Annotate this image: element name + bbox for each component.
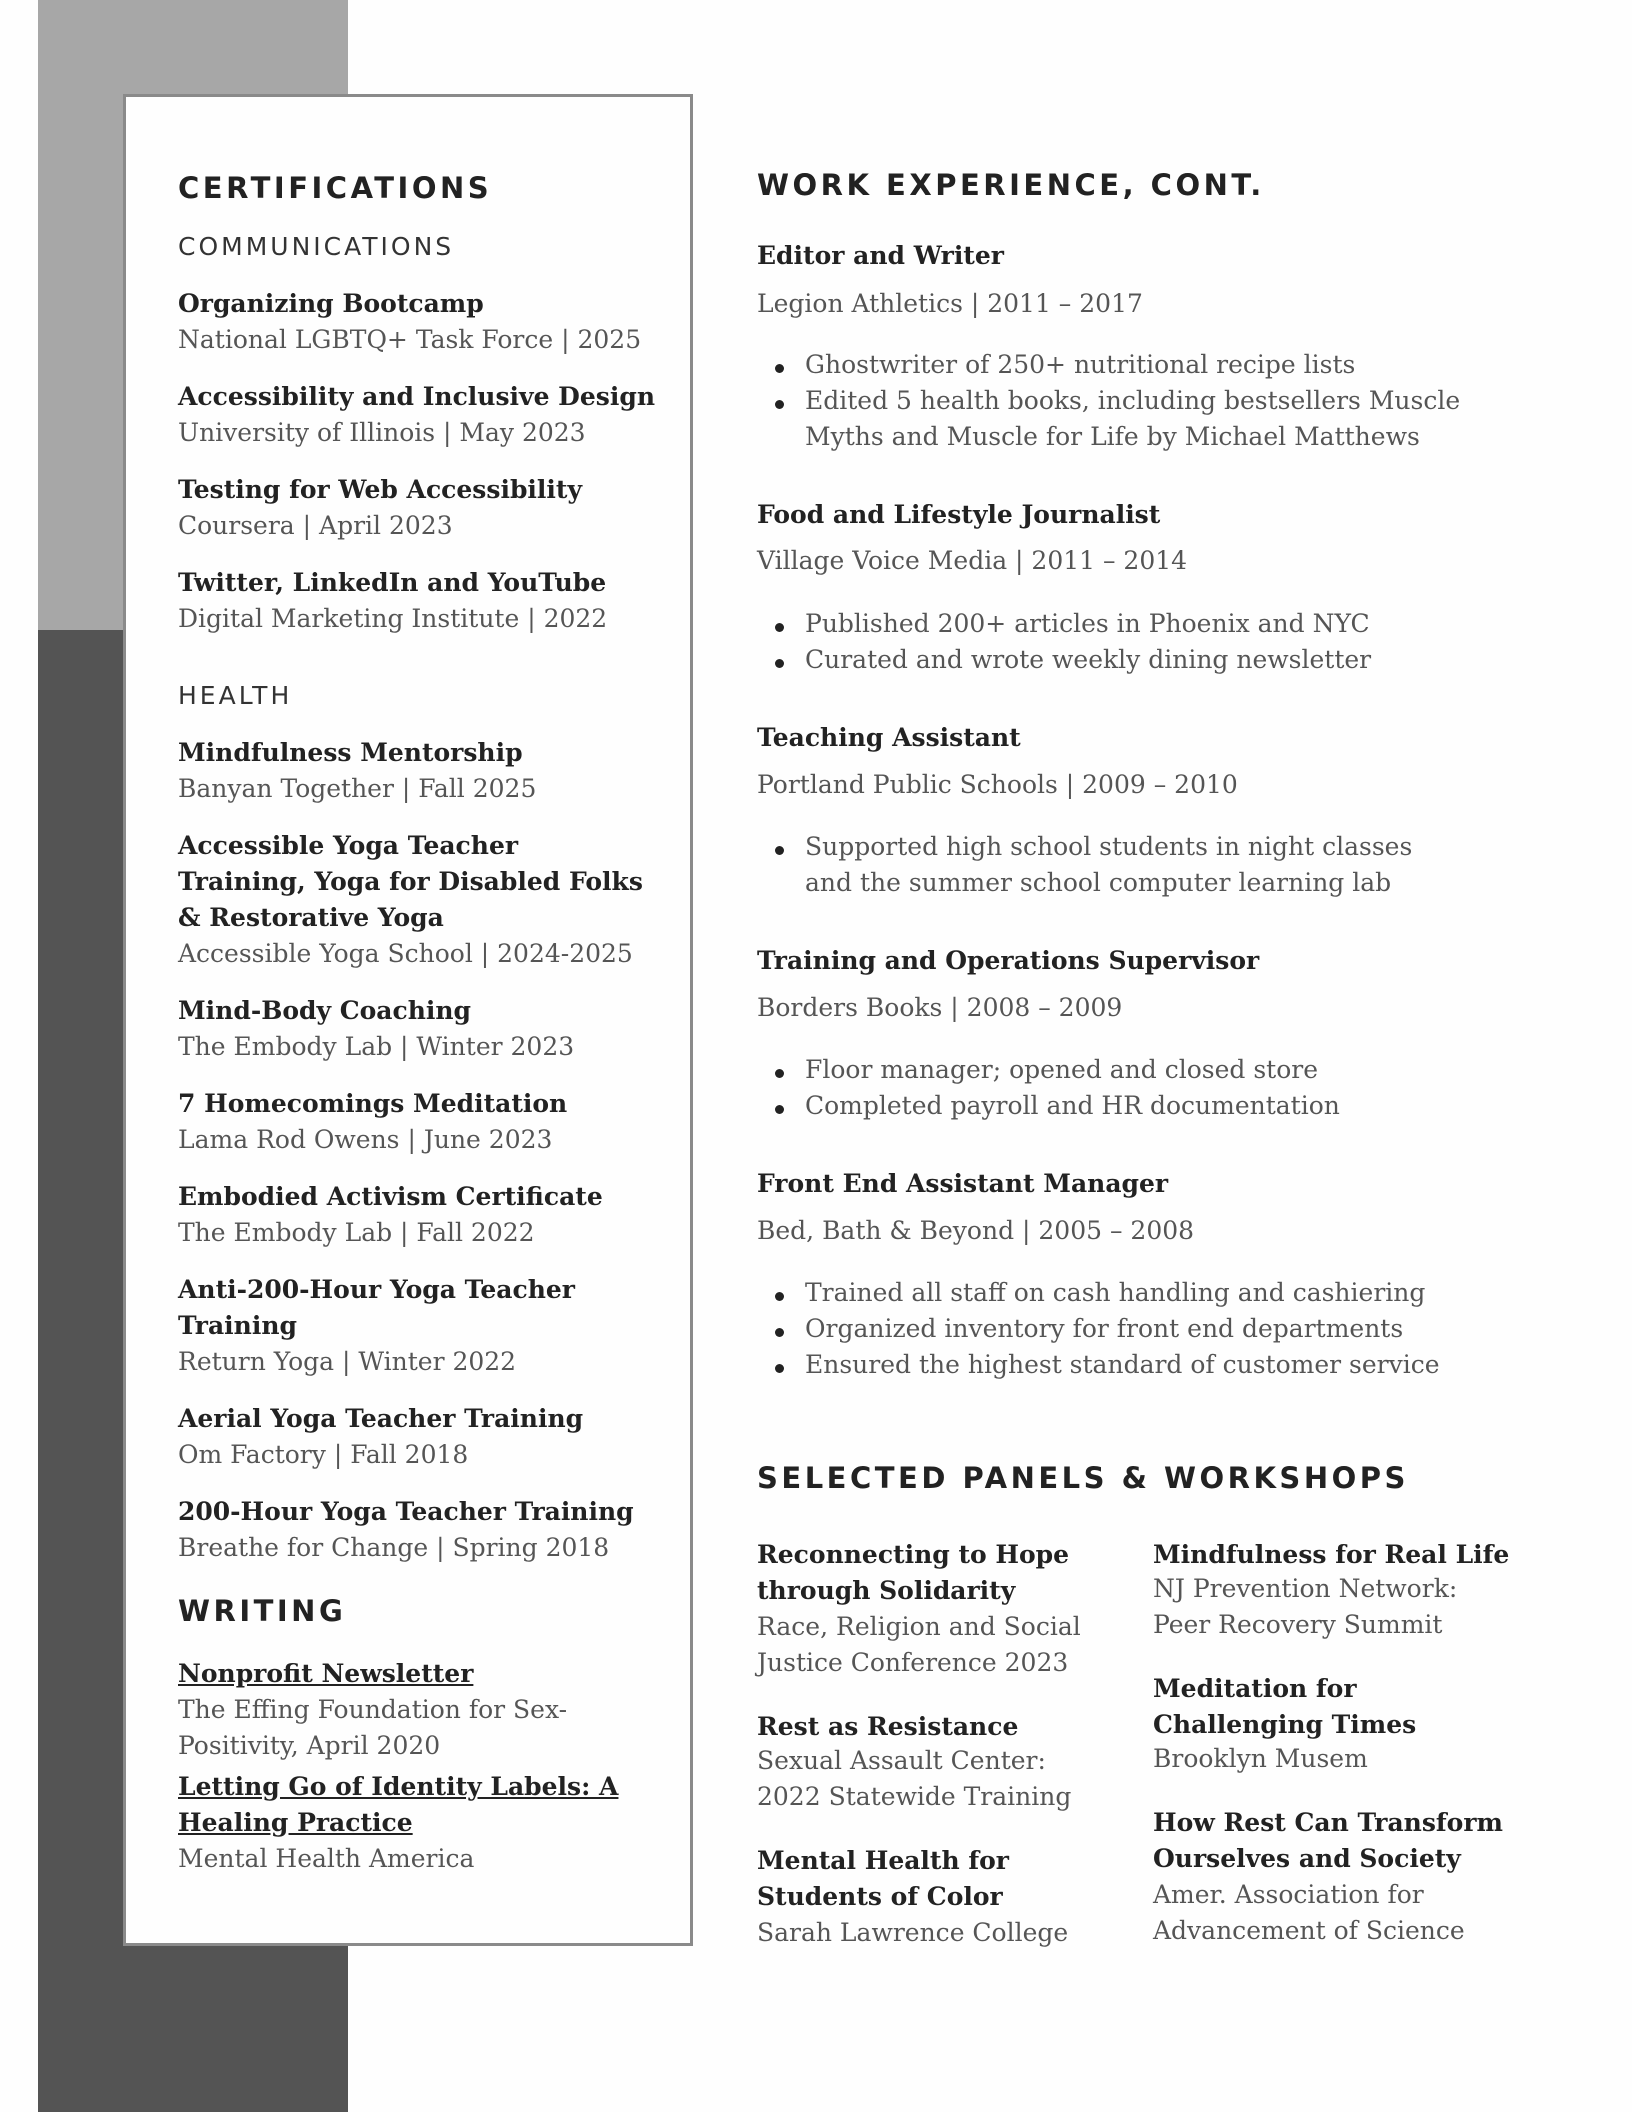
- panel-title: Mindfulness for Real Life: [1153, 1540, 1510, 1569]
- job-org: Bed, Bath & Beyond | 2005 – 2008: [757, 1216, 1195, 1245]
- cert-title: Organizing Bootcamp: [178, 289, 484, 318]
- panel-title: Students of Color: [757, 1882, 1003, 1911]
- panel-detail: Race, Religion and Social: [757, 1612, 1081, 1641]
- panel-detail: Sexual Assault Center:: [757, 1746, 1046, 1775]
- job-bullet: Completed payroll and HR documentation: [805, 1091, 1340, 1120]
- bullet-dot: [775, 364, 784, 373]
- job-title: Food and Lifestyle Journalist: [757, 500, 1161, 529]
- job-bullet: Curated and wrote weekly dining newsletter: [805, 645, 1372, 674]
- bullet-dot: [775, 623, 784, 632]
- bullet-dot: [775, 1328, 784, 1337]
- job-title: Front End Assistant Manager: [757, 1169, 1169, 1198]
- cert-detail: Digital Marketing Institute | 2022: [178, 604, 608, 633]
- bullet-dot: [775, 1292, 784, 1301]
- cert-title: Twitter, LinkedIn and YouTube: [178, 568, 607, 597]
- work-experience-heading: WORK EXPERIENCE, CONT.: [757, 168, 1265, 202]
- panel-title: Mental Health for: [757, 1846, 1009, 1875]
- job-title: Editor and Writer: [757, 241, 1004, 270]
- cert-title: Testing for Web Accessibility: [178, 475, 582, 504]
- bullet-dot: [775, 1069, 784, 1078]
- writing-detail: The Effing Foundation for Sex-: [178, 1695, 568, 1724]
- certifications-heading: CERTIFICATIONS: [178, 171, 493, 205]
- cert-detail: Coursera | April 2023: [178, 511, 453, 540]
- cert-title: Accessibility and Inclusive Design: [178, 382, 655, 411]
- job-bullet: Ghostwriter of 250+ nutritional recipe lists: [805, 350, 1356, 379]
- cert-title: 7 Homecomings Meditation: [178, 1089, 568, 1118]
- cert-detail: The Embody Lab | Winter 2023: [178, 1032, 575, 1061]
- cert-detail: Return Yoga | Winter 2022: [178, 1347, 517, 1376]
- cert-detail: Banyan Together | Fall 2025: [178, 774, 537, 803]
- panel-title: through Solidarity: [757, 1576, 1016, 1605]
- panel-detail: Brooklyn Musem: [1153, 1744, 1368, 1773]
- panel-detail: NJ Prevention Network:: [1153, 1574, 1458, 1603]
- cert-detail: Accessible Yoga School | 2024-2025: [178, 939, 633, 968]
- panel-title: Reconnecting to Hope: [757, 1540, 1070, 1569]
- job-title: Teaching Assistant: [757, 723, 1021, 752]
- writing-detail: Positivity, April 2020: [178, 1731, 441, 1760]
- panel-title: How Rest Can Transform: [1153, 1808, 1503, 1837]
- job-bullet: Published 200+ articles in Phoenix and NYC: [805, 609, 1370, 638]
- job-bullet: Supported high school students in night classes: [805, 832, 1413, 861]
- job-bullet: Ensured the highest standard of customer service: [805, 1350, 1440, 1379]
- panel-title: Ourselves and Society: [1153, 1844, 1461, 1873]
- panel-detail: Justice Conference 2023: [757, 1648, 1069, 1677]
- cert-title-line: Anti-200-Hour Yoga Teacher: [178, 1275, 575, 1304]
- cert-detail: National LGBTQ+ Task Force | 2025: [178, 325, 642, 354]
- job-org: Village Voice Media | 2011 – 2014: [757, 546, 1188, 575]
- communications-heading: COMMUNICATIONS: [178, 232, 455, 261]
- writing-heading: WRITING: [178, 1594, 347, 1628]
- cert-title: Embodied Activism Certificate: [178, 1182, 603, 1211]
- bullet-dot: [775, 1364, 784, 1373]
- writing-detail: Mental Health America: [178, 1844, 475, 1873]
- cert-title-line: Training: [178, 1311, 297, 1340]
- left-column-card: [123, 94, 693, 1946]
- job-bullet: Organized inventory for front end departments: [805, 1314, 1404, 1343]
- cert-title-line: Accessible Yoga Teacher: [178, 831, 519, 860]
- job-title: Training and Operations Supervisor: [757, 946, 1260, 975]
- bullet-dot: [775, 1105, 784, 1114]
- cert-title: 200-Hour Yoga Teacher Training: [178, 1497, 634, 1526]
- panels-heading: SELECTED PANELS & WORKSHOPS: [757, 1461, 1409, 1495]
- panel-detail: Advancement of Science: [1153, 1916, 1465, 1945]
- job-bullet: Myths and Muscle for Life by Michael Matthews: [805, 422, 1420, 451]
- cert-title: Mindfulness Mentorship: [178, 738, 523, 767]
- writing-title-link[interactable]: Letting Go of Identity Labels: A: [178, 1772, 619, 1801]
- cert-detail: University of Illinois | May 2023: [178, 418, 586, 447]
- cert-title-line: & Restorative Yoga: [178, 903, 444, 932]
- panel-detail: Amer. Association for: [1153, 1880, 1424, 1909]
- job-org: Legion Athletics | 2011 – 2017: [757, 289, 1143, 318]
- cert-title-line: Training, Yoga for Disabled Folks: [178, 867, 643, 896]
- job-bullet: Edited 5 health books, including bestsellers Muscle: [805, 386, 1461, 415]
- bullet-dot: [775, 846, 784, 855]
- job-org: Borders Books | 2008 – 2009: [757, 993, 1123, 1022]
- bullet-dot: [775, 400, 784, 409]
- writing-title-link[interactable]: Healing Practice: [178, 1808, 413, 1837]
- cert-detail: Lama Rod Owens | June 2023: [178, 1125, 553, 1154]
- bullet-dot: [775, 659, 784, 668]
- cert-title: Mind-Body Coaching: [178, 996, 472, 1025]
- panel-detail: Sarah Lawrence College: [757, 1918, 1069, 1947]
- panel-title: Meditation for: [1153, 1674, 1357, 1703]
- panel-title: Rest as Resistance: [757, 1712, 1019, 1741]
- panel-title: Challenging Times: [1153, 1710, 1417, 1739]
- panel-detail: Peer Recovery Summit: [1153, 1610, 1443, 1639]
- cert-detail: Breathe for Change | Spring 2018: [178, 1533, 610, 1562]
- panel-detail: 2022 Statewide Training: [757, 1782, 1072, 1811]
- cert-detail: The Embody Lab | Fall 2022: [178, 1218, 535, 1247]
- cert-detail: Om Factory | Fall 2018: [178, 1440, 469, 1469]
- job-bullet: and the summer school computer learning lab: [805, 868, 1392, 897]
- job-bullet: Floor manager; opened and closed store: [805, 1055, 1319, 1084]
- job-bullet: Trained all staff on cash handling and cashiering: [805, 1278, 1426, 1307]
- cert-title: Aerial Yoga Teacher Training: [178, 1404, 584, 1433]
- writing-title-link[interactable]: Nonprofit Newsletter: [178, 1659, 474, 1688]
- health-heading: HEALTH: [178, 681, 293, 710]
- job-org: Portland Public Schools | 2009 – 2010: [757, 770, 1238, 799]
